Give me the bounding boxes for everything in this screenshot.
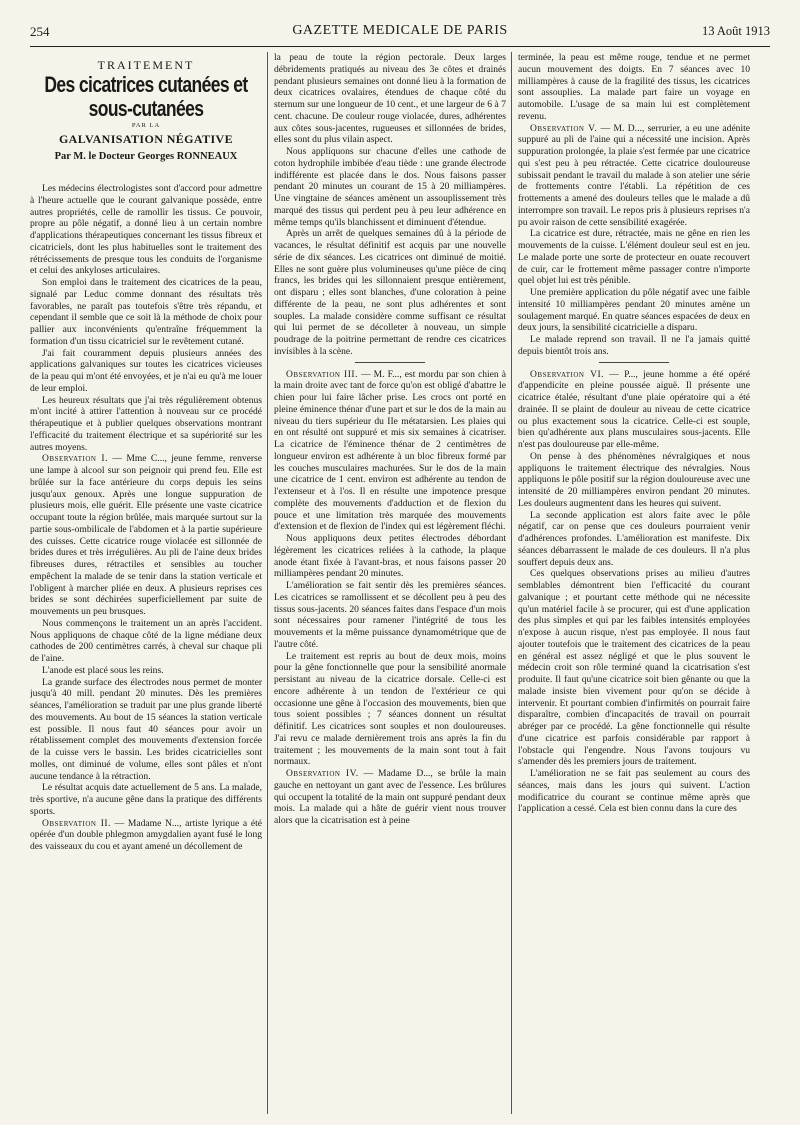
- observation-title: Observation II.: [42, 817, 111, 829]
- observation-title: Observation IV.: [286, 768, 359, 779]
- section-divider: [599, 362, 669, 363]
- article-title: Des cicatrices cutanées et sous-cutanées: [44, 71, 248, 121]
- paragraph: La seconde application est alors faite avec le pôle négatif, car on pense que ces douleurs pourraient venir d'adhérences profondes. L'amélioration est manifeste. Dix séances débarrassent le malade de ces douleurs. Il n'a plus souffert depuis deux ans.: [518, 509, 750, 568]
- paragraph: Ces quelques observations prises au milieu d'autres semblables démontrent bien l'efficacité du courant galvanique ; et pourtant cette méthode qui ne nécessite qu'un matériel facile à se procurer, qui est d'une application des plus simples et qui par les faibles intensités employées n'expose à aucun risque, n'est pas employée. Il nous faut ajouter toutefois que le traitement des cicatrices de la peau en général est assez négligé et que le plus souvent le médecin croit son rôle terminé quand la cicatrisation s'est produite. Il faut qu'une cicatrice soit bien gênante ou que la malade insiste bien vivement pour qu'on se décide à intervenir. Et pourtant combien d'infirmités on pourrait faire disparaître, combien d'incapacités de travail on pourrait abréger par ce procédé. La gêne fonctionnelle qui résulte d'une cicatrice est parfois considérable par rapport à l'obstacle qui l'engendre. Nous l'avons toujours vu s'amender dès les premiers jours de traitement.: [518, 568, 750, 768]
- paragraph: Le malade reprend son travail. Il ne l'a jamais quitté depuis bientôt trois ans.: [518, 334, 750, 357]
- paragraph: Le traitement est repris au bout de deux mois, moins pour la gêne fonctionnelle que pour la sensibilité anormale persistant au niveau de la cicatrice dorsale. Celle-ci est encore adhérente à un tendon de l'extérieur ce qui occasionne une gêne à l'occasion des mouvements, bien que tous soient possibles ; 7 séances donnent un résultat définitif. Les cicatrices sont souples et non douloureuses. J'ai revu ce malade dernièrement trois ans après la fin du traitement ; les mouvements de la main sont tout à fait normaux.: [274, 650, 506, 768]
- article-by-the: PAR LA: [131, 121, 161, 129]
- observation-title: Observation V.: [530, 122, 598, 134]
- paragraph: Nous commençons le traitement un an après l'accident. Nous appliquons de chaque côté de la ligne médiane deux cathodes de 200 centimètres carrés, à cheval sur chaque pli de l'aine.: [30, 617, 262, 664]
- paragraph: Nous appliquons sur chacune d'elles une cathode de coton hydrophile imbibée d'eau tiède : une grande électrode indifférente est placée dans le dos. Nous faisons passer pendant 20 minutes un courant de 15 à 20 milliampères. Une vingtaine de séances amènent un assouplissement très marqué des tissus qui perdent peu à peu leur adhérence en même temps qu'ils blanchissent et diminuent d'étendue.: [274, 146, 506, 228]
- paragraph: Une première application du pôle négatif avec une faible intensité 10 milliampères pendant 20 minutes amène un soulagement marqué. En quatre séances espacées de deux en deux jours, la sensibilité cicatricielle a disparu.: [518, 287, 750, 334]
- paragraph: Après un arrêt de quelques semaines dû à la période de vacances, le résultat définitif est acquis par une nouvelle série de dix séances. Les cicatrices ont diminué de moitié. Elles ne sont guère plus volumineuses qu'une pièce de cinq francs, les brides qui les sillonnaient presque entièrement, ont disparu ; elles sont blanches, d'une coloration à peine différente de la peau, ne sont plus adhérentes et sont souples. La malade considère comme suffisant ce résultat qui lui permet de se décolleter à nouveau, un simple poudrage de la poitrine permettant de rendre ces cicatrices invisibles à la scène.: [274, 228, 506, 357]
- observation-paragraph: [518, 369, 750, 451]
- paragraph: On pense à des phénomènes névralgiques et nous appliquons le traitement électrique des névralgies. Nous appliquons le pôle positif sur la région douloureuse avec une intensité de 20 milliampères environ pendant 20 minutes. Les douleurs augmentent dans les heures qui suivent.: [518, 450, 750, 509]
- paragraph: La cicatrice est dure, rétractée, mais ne gêne en rien les mouvements de la cuisse. L'élément douleur seul est en jeu. Le malade porte une sorte de protecteur en ouate recouvert de cuir, car le frottement même passager contre n'importe quel objet lui est très pénible.: [518, 228, 750, 287]
- paragraph: Les heureux résultats que j'ai très régulièrement obtenus m'ont incité à attirer l'attention à nouveau sur ce procédé thérapeutique et à publier quelques observations montrant l'efficacité du traitement électrique et sa supériorité sur les autres moyens.: [30, 394, 262, 453]
- paragraph: Nous appliquons deux petites électrodes débordant légèrement les cicatrices reliées à la cathode, la plaque anode étant fixée à l'avant-bras, et nous faisons passer 20 milliampères pendant 20 minutes.: [274, 533, 506, 580]
- paragraph-text: — Madame D..., se brûle la main gauche en nettoyant un gant avec de l'essence. Les brûlures qui occupent la totalité de la main ont suppuré pendant deux mois. La malade qui a hâte de guérir vient nous trouver alors que la cicatrisation est à peine: [274, 768, 506, 826]
- observation-paragraph: [274, 369, 506, 534]
- paragraph: Le résultat acquis date actuellement de 5 ans. La malade, très sportive, n'a aucune gêne dans la pratique des différents sports.: [30, 782, 262, 817]
- section-divider: [355, 362, 425, 363]
- paragraph-text: — M. F..., est mordu par son chien à la main droite avec tant de force qu'on est obligé d'abattre le chien pour lui faire lâcher prise. Les crocs ont porté en pleine éminence thénar d'une part et sur le dos de la main au niveau du tiers supérieur du IIe métatarsien. Les plaies qui en ont résulté ont suppuré et mis six semaines à cicatriser. La cicatrice de l'éminence thénar de 2 centimètres de longueur environ est adhérente à un bloc fibreux formé par les couches musculaires machurées. Sur le dos de la main une cicatrice de 1 cent. environ est adhérente au tendon de l'extenseur et à l'os. Il en résulte une impotence presque complète des mouvements d'adduction et de flexion du pouce et une limitation très marquée des mouvements d'extension et de flexion de l'index qui est légèrement fléchi.: [274, 368, 506, 533]
- article-heading: [30, 60, 262, 163]
- paragraph: La grande surface des électrodes nous permet de monter jusqu'à 40 mill. pendant 20 minutes. Dès les premières séances, l'amélioration se traduit par une plus grande liberté des mouvements. Au bout de 15 séances la station verticale est possible. Il nous faut 40 séances pour avoir un rétablissement complet des mouvements d'extension forcée de la cuisse vers le bassin. Les brides cicatricielles sont molles, ont diminué de volume, elles sont pâles et n'ont aucune tendance à la rétraction.: [30, 676, 262, 782]
- paragraph: L'anode est placé sous les reins.: [42, 664, 164, 676]
- column-divider: [267, 52, 268, 1114]
- paragraph: terminée, la peau est même rouge, tendue et ne permet aucun mouvement des doigts. En 7 séances avec 10 milliampères à cause de la fragilité des tissus, les cicatrices sont assouplies. La malade part faire un voyage en automobile. L'usage de sa main lui est complètement revenu.: [518, 52, 750, 122]
- page-header: [30, 20, 770, 47]
- text-column-1: [30, 52, 262, 1114]
- paragraph-text: — Madame N..., artiste lyrique a été opérée d'un double phlegmon amygdalien ayant fusé le long des vaisseaux du cou et ayant amené un décollement de: [30, 817, 262, 852]
- article-kicker: TRAITEMENT: [97, 58, 195, 72]
- paragraph: Les médecins électrologistes sont d'accord pour admettre à l'heure actuelle que le courant galvanique possède, entre autres propriétés, celle de ramollir les tissus. Ce pouvoir, propre au pôle négatif, a donné lieu à un certain nombre d'applications thérapeutiques concernant les tissus fibreux et cicatriciels, dont les plus habituelles sont le traitement des rétrécissements de presque tous les conduits de l'organisme et celui des ankyloses articulaires.: [30, 183, 262, 277]
- issue-date: 13 Août 1913: [701, 24, 770, 38]
- paragraph: J'ai fait couramment depuis plusieurs années des applications galvaniques sur toutes les cicatrices vicieuses de la peau qui m'ont été envoyées, et je n'ai eu qu'à me louer de leur emploi.: [30, 347, 262, 394]
- column-divider: [511, 52, 512, 1114]
- observation-paragraph: [30, 453, 262, 618]
- observation-paragraph: [274, 768, 506, 827]
- observation-paragraph: [518, 123, 750, 229]
- text-column-2: [274, 52, 506, 1114]
- paragraph-text: — P..., jeune homme a été opéré d'appendicite en pleine poussée aiguë. Il présente une cicatrice étalée, résultant d'une plaie opératoire qui a été drainée. Il se plaint de douleur au niveau de cette cicatrice ou plus exactement sous la cicatrice. Celle-ci est souple, bien qu'adhérente aux plans musculaires sous-jacents. Elle n'est pas douloureuse par elle-même.: [518, 368, 750, 450]
- article-author: Par M. le Docteur Georges RONNEAUX: [54, 151, 238, 163]
- article-subtitle: GALVANISATION NÉGATIVE: [58, 131, 234, 146]
- paragraph-text: — Mme C..., jeune femme, renverse une lampe à alcool sur son peignoir qui prend feu. Elle est brûlée sur la face antérieure du corps depuis les seins jusqu'aux genoux. Après une longue suppuration de plusieurs mois, elle guérit. Elle présente une vaste cicatrice occupant toute la région brûlée, mais marquée surtout sur la partie sous-ombilicale de l'abdomen et à la partie supérieure des cuisses. Cette cicatrice rouge violacée est sillonnée de brides dures et très irrégulières. Au pli de l'aine deux brides fibreuses dures, rétractiles et sensibles au toucher empêchent la malade de se tenir dans la station verticale et l'obligent à marcher pliée en deux. A plusieurs reprises ces brides se sont déchirées superficiellement par suite de mouvements un peu brusques.: [30, 453, 262, 617]
- journal-title: GAZETTE MEDICALE DE PARIS: [292, 23, 508, 38]
- paragraph: Son emploi dans le traitement des cicatrices de la peau, signalé par Leduc comme donnant des résultats très favorables, ne paraît pas toutefois s'être très répandu, et cependant il semble que ce soit là la méthode de choix pour pallier aux inconvénients qu'entraîne fréquemment la formation d'un tissu cicatriciel sur le revêtement cutané.: [30, 277, 262, 347]
- observation-title: Observation III.: [286, 368, 358, 380]
- paragraph: L'amélioration ne se fait pas seulement au cours des séances, mais dans les jours qui suivent. L'action modificatrice du courant se continue même après que l'application a cessé. Cela est bien connu dans la cure des: [518, 768, 750, 815]
- text-column-3: [518, 52, 750, 1114]
- page-number: 254: [30, 24, 50, 39]
- paragraph: la peau de toute la région pectorale. Deux larges débridements pratiqués au niveau des 3e côtes et drainés pendant plusieurs semaines ont donné lieu à la formation de deux cicatrices ovalaires, étendues de chaque côté du sternum sur une longueur de 10 cent., et une largeur de 6 à 7 cent. chacune. De couleur rouge violacée, dures, adhérentes aux côtes sous-jacentes, rugueuses et sillonnées de brides, elles sont du plus vilain aspect.: [274, 52, 506, 146]
- observation-title: Observation I.: [42, 453, 108, 465]
- paragraph-text: — M. D..., serrurier, a eu une adénite suppuré au pli de l'aine qui a nécessité une incision. Après suppuration prolongée, la plaie s'est fermée par une cicatrice qui s'est peu à peu rétractée. Cette cicatrice douloureuse subissait pendant le travail du malade à son atelier une série de frottements contre l'établi. La répétition de ces frottements a amené des douleurs telles que le malade a dû interrompre son travail. Le repos pris à plusieurs reprises n'a pu avoir raison de cette sensibilité exagérée.: [518, 122, 750, 228]
- observation-title: Observation VI.: [530, 368, 605, 380]
- paragraph: L'amélioration se fait sentir dès les premières séances. Les cicatrices se ramollissent et se décollent peu à peu des tissus sous-jacents. 20 séances faites dans l'espace d'un mois sont nécessaires pour ramener l'intégrité de tous les mouvements et la même puissance dynamométrique que de l'autre côté.: [274, 580, 506, 650]
- observation-paragraph: [30, 818, 262, 853]
